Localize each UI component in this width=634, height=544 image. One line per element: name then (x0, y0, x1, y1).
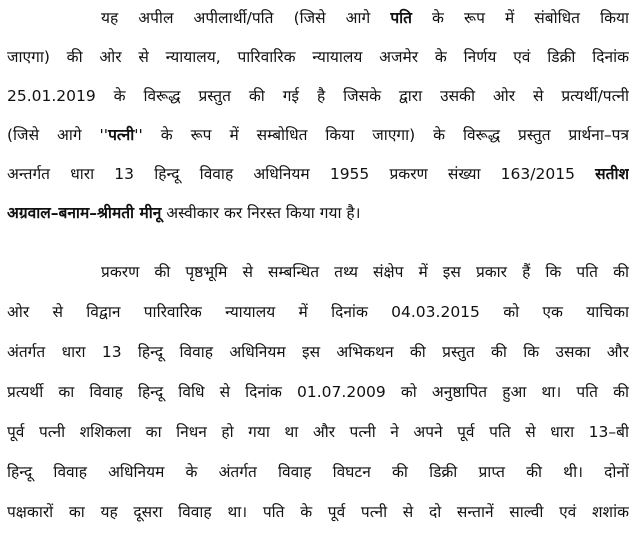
bold-text: पति (390, 9, 412, 27)
paragraph-1-line-6: अग्रवाल–बनाम–श्रीमती मीनू अस्वीकार कर निरस्त किया गया है। (7, 204, 361, 222)
paragraph-2-line-3: अंतर्गत धारा 13 हिन्दू विवाह अधिनियम इस अभिकथन की प्रस्तुत की कि उसका और (7, 343, 629, 361)
paragraph-1-line-3: 25.01.2019 के विरूद्ध प्रस्तुत की गई है जिसके द्वारा उसकी ओर से प्रत्यर्थी/पत्नी (7, 87, 629, 105)
bold-text: पत्नी (108, 126, 135, 144)
paragraph-1-line-5: अन्तर्गत धारा 13 हिन्दू विवाह अधिनियम 1955 प्रकरण संख्या 163/2015 सतीश (7, 165, 629, 183)
bold-text: सतीश (595, 165, 629, 183)
paragraph-1-line-2: जाएगा) की ओर से न्यायालय, पारिवारिक न्यायालय अजमेर के निर्णय एवं डिक्री दिनांक (7, 48, 629, 66)
paragraph-2-line-6: हिन्दू विवाह अधिनियम के अंतर्गत विवाह विघटन की डिक्री प्राप्त की थी। दोनों (7, 463, 629, 481)
paragraph-2-line-1: प्रकरण की पृष्ठभूमि से सम्बन्धित तथ्य संक्षेप में इस प्रकार हैं कि पति की (101, 263, 629, 281)
paragraph-2-line-4: प्रत्यर्थी का विवाह हिन्दू विधि से दिनांक 01.07.2009 को अनुष्ठापित हुआ था। पति की (7, 383, 629, 401)
paragraph-2-line-5: पूर्व पत्नी शशिकला का निधन हो गया था और पत्नी ने अपने पूर्व पति से धारा 13–बी (7, 423, 629, 441)
paragraph-2-line-7: पक्षकारों का यह दूसरा विवाह था। पति के पूर्व पत्नी से दो सन्तानें साल्वी एवं शशांक (7, 503, 629, 521)
paragraph-1-line-1: यह अपील अपीलार्थी/पति (जिसे आगे पति के रूप में संबोधित किया (101, 9, 629, 27)
bold-text: अग्रवाल–बनाम–श्रीमती मीनू (7, 204, 162, 222)
paragraph-1-line-4: (जिसे आगे ''पत्नी'' के रूप में सम्बोधित किया जाएगा) के विरूद्ध प्रस्तुत प्रार्थना–पत्र (7, 126, 629, 144)
paragraph-2-line-2: ओर से विद्वान पारिवारिक न्यायालय में दिनांक 04.03.2015 को एक याचिका (7, 303, 629, 321)
